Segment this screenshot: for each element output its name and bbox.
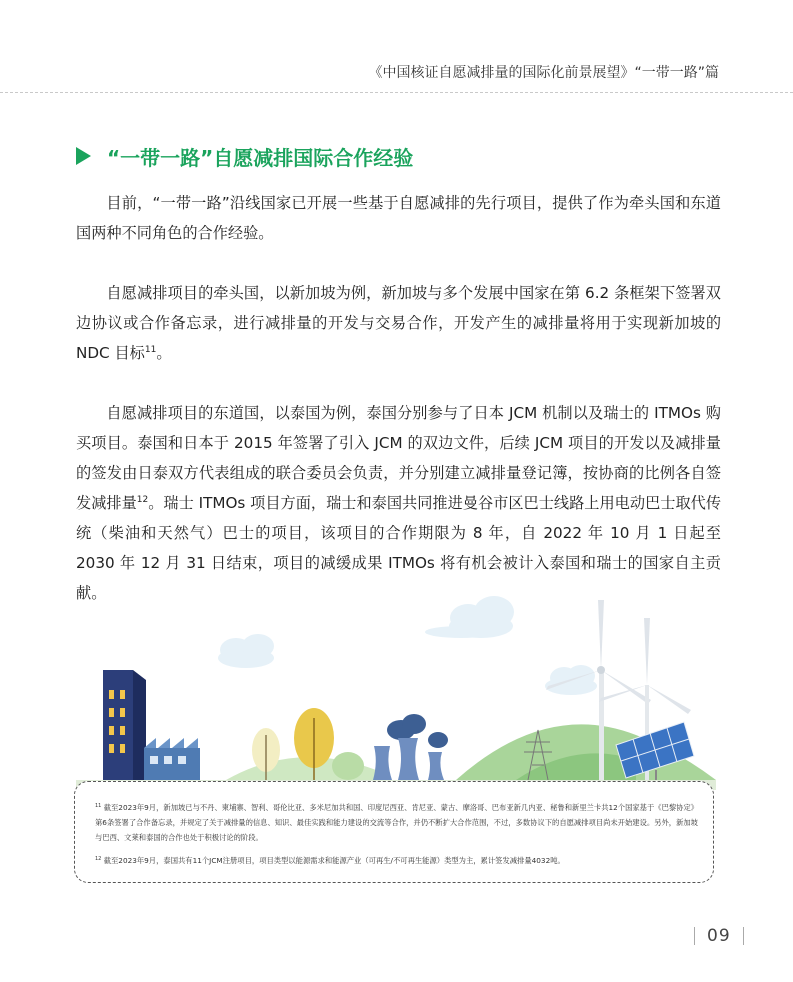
footnote-ref[interactable]: 11	[144, 345, 157, 355]
footnote-number: 11	[95, 803, 102, 809]
paragraph-text: 自愿减排项目的东道国，以泰国为例，泰国分别参与了日本 JCM 机制以及瑞士的 ITMOs 购买项目。泰国和日本于 2015 年签署了引入 JCM 的双边文件，后续 JCM 项目的开发以及减排量的签发由日泰双方代表组成的联合委员会负责，并分别建立减排量登记簿，按协商的比例各自签发减排量	[76, 404, 721, 512]
footnote-number: 12	[95, 856, 102, 862]
play-triangle-icon	[76, 147, 91, 165]
footnote-text: 截至2023年9月，泰国共有11个JCM注册项目，项目类型以能源需求和能源产业（可再生/不可再生能源）类型为主，累计签发减排量4032吨。	[103, 856, 565, 865]
section-heading	[76, 141, 413, 171]
cloud-icon	[218, 634, 274, 668]
footnote-12	[95, 853, 699, 868]
paragraph-text: 。瑞士 ITMOs 项目方面，瑞士和泰国共同推进曼谷市区巴士线路上用电动巴士取代传统（柴油和天然气）巴士的项目，该项目的合作期限为 8 年，自 2022 年 10 月 1 日起至 2030 年 12 月 31 日结束，项目的减缓成果 ITMOs 将有机会被计入泰国和瑞士的国家自主贡献。	[76, 494, 722, 602]
paragraph-1	[76, 188, 721, 248]
smoke-cloud	[387, 714, 448, 748]
footnote-box	[74, 781, 714, 883]
tree-icon	[332, 752, 364, 780]
section-title: “一带一路”自愿减排国际合作经验	[107, 145, 414, 170]
cloud-icon	[425, 596, 514, 638]
running-header: 《中国核证自愿减排量的国际化前景展望》“一带一路”篇	[368, 65, 719, 81]
page-footer	[694, 925, 744, 947]
paragraph-3	[76, 398, 721, 608]
paragraph-text: 自愿减排项目的牵头国，以新加坡为例，新加坡与多个发展中国家在第 6.2 条框架下签署双边协议或合作备忘录，进行减排量的开发与交易合作，开发产生的减排量将用于实现新加坡的 NDC 目标	[76, 284, 721, 362]
paragraph-text: 目前，“一带一路”沿线国家已开展一些基于自愿减排的先行项目，提供了作为牵头国和东道国两种不同角色的合作经验。	[76, 194, 721, 242]
footnote-text: 截至2023年9月，新加坡已与不丹、柬埔寨、智利、哥伦比亚、多米尼加共和国、印度尼西亚、肯尼亚、蒙古、摩洛哥、巴布亚新几内亚、秘鲁和新里兰卡共12个国家基于《巴黎协定》第6条签署了合作备忘录，并规定了关于减排量的信息、知识、最佳实践和能力建设的交流等合作，并仍不断扩大合作范围，不过，多数协议下的自愿减排项目尚未开始建设。另外，新加坡与巴西、文莱和泰国的合作也处于积极讨论的阶段。	[95, 803, 699, 842]
paragraph-2	[76, 278, 721, 368]
footnote-11	[95, 800, 699, 845]
paragraph-text: 。	[156, 344, 172, 362]
header-divider	[0, 92, 793, 93]
footnote-ref[interactable]: 12	[136, 495, 149, 505]
page-number: 09	[707, 926, 731, 946]
green-energy-illustration	[76, 590, 716, 790]
building-icon	[103, 670, 146, 780]
body-text	[76, 188, 721, 638]
factory-icon	[144, 738, 200, 780]
divider-bar	[743, 927, 744, 945]
